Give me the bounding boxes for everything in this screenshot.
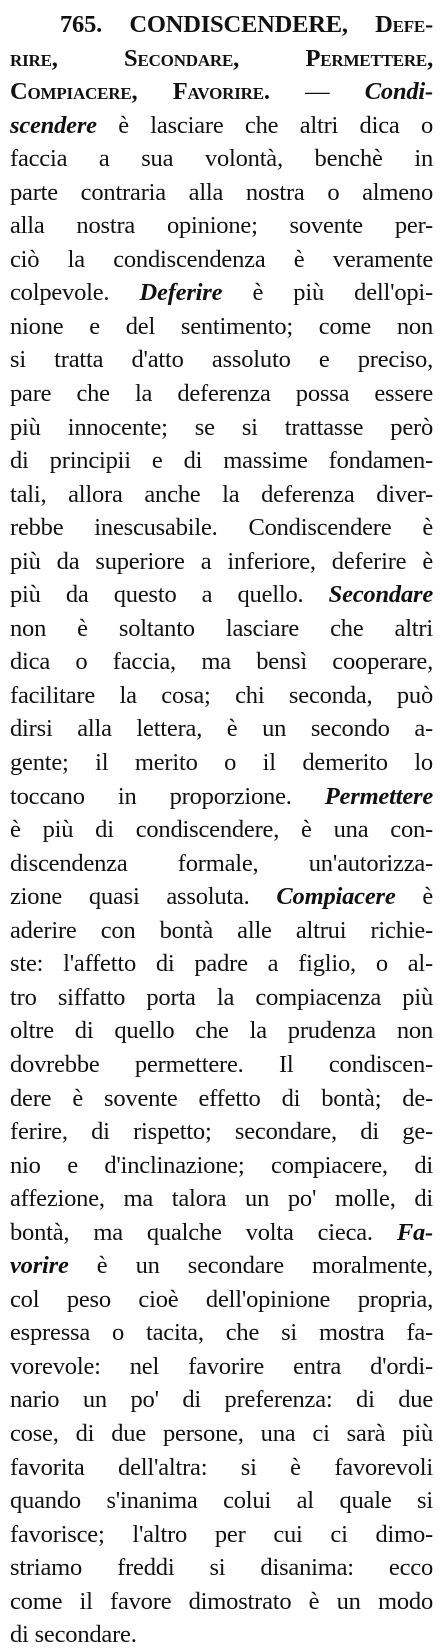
text-run: quando s'inanima colui al quale si bbox=[10, 1487, 433, 1515]
text-line bbox=[10, 377, 433, 411]
text-line bbox=[10, 947, 433, 981]
text-run: affezione, ma talora un po' molle, di bbox=[10, 1185, 433, 1213]
text-run: favorita dell'altra: si è favorevoli bbox=[10, 1453, 433, 1481]
text-line bbox=[10, 679, 433, 713]
text-run: ste: l'affetto di padre a figlio, o al- bbox=[10, 950, 433, 978]
text-line bbox=[10, 780, 433, 814]
text-run: oltre di quello che la prudenza non bbox=[10, 1017, 433, 1045]
text-run: faccia a sua volontà, benchè in bbox=[10, 145, 433, 173]
text-run: cose, di due persone, una ci sarà più bbox=[10, 1419, 433, 1447]
text-run: discendenza formale, un'autorizza- bbox=[10, 849, 433, 877]
emphasized-term: Deferire bbox=[139, 279, 223, 307]
text-line bbox=[10, 612, 433, 646]
text-line bbox=[10, 478, 433, 512]
emphasized-term: Compiacere bbox=[276, 883, 396, 911]
text-line bbox=[10, 1048, 433, 1082]
text-line bbox=[10, 1417, 433, 1451]
text-run: tali, allora anche la deferenza diver- bbox=[10, 480, 433, 508]
text-run: alla nostra opinione; sovente per- bbox=[10, 212, 433, 240]
text-line bbox=[10, 276, 433, 310]
text-line bbox=[10, 1484, 433, 1518]
text-run: dovrebbe permettere. Il condiscen- bbox=[10, 1050, 433, 1078]
text-line bbox=[10, 1383, 433, 1417]
text-run: col peso cioè dell'opinione propria, bbox=[10, 1285, 433, 1313]
text-run: dere è sovente effetto di bontà; de- bbox=[10, 1084, 433, 1112]
text-line bbox=[10, 343, 433, 377]
text-line bbox=[10, 1014, 433, 1048]
text-run: di principii e di massime fondamen- bbox=[10, 447, 433, 475]
text-line bbox=[10, 209, 433, 243]
emphasized-term: Condi- bbox=[364, 78, 433, 106]
text-run: vorevole: nel favorire entra d'ordi- bbox=[10, 1352, 433, 1380]
text-run: rebbe inescusabile. Condiscendere è bbox=[10, 514, 433, 542]
text-run: facilitare la cosa; chi seconda, può bbox=[10, 681, 433, 709]
emphasized-term: scendere bbox=[10, 111, 97, 139]
text-run: si tratta d'atto assoluto e preciso, bbox=[10, 346, 433, 374]
text-run: bontà, ma qualche volta cieca. bbox=[10, 1218, 397, 1246]
text-run: espressa o tacita, che si mostra fa- bbox=[10, 1319, 433, 1347]
text-line bbox=[10, 1082, 433, 1116]
dictionary-entry bbox=[10, 8, 433, 1652]
text-line bbox=[10, 142, 433, 176]
emphasized-term: Secondare bbox=[328, 581, 433, 609]
text-line bbox=[10, 1115, 433, 1149]
text-line bbox=[10, 914, 433, 948]
text-line bbox=[10, 1316, 433, 1350]
text-run: parte contraria alla nostra o almeno bbox=[10, 178, 433, 206]
text-run: nio e d'inclinazione; compiacere, di bbox=[10, 1151, 433, 1179]
text-line bbox=[10, 444, 433, 478]
text-run: come il favore dimostrato è un modo bbox=[10, 1587, 433, 1615]
text-run: dirsi alla lettera, è un secondo a- bbox=[10, 715, 433, 743]
text-run: striamo freddi si disanima: ecco bbox=[10, 1554, 433, 1582]
text-run: è più dell'opi- bbox=[222, 279, 433, 307]
entry-heading: 765. CONDISCENDERE, bbox=[60, 11, 376, 38]
text-line bbox=[10, 1216, 433, 1250]
text-line bbox=[10, 1551, 433, 1585]
text-run: più innocente; se si trattasse però bbox=[10, 413, 433, 441]
text-run: toccano in proporzione. bbox=[10, 782, 325, 810]
text-line bbox=[10, 176, 433, 210]
text-line bbox=[10, 1283, 433, 1317]
text-run: — bbox=[269, 78, 365, 106]
text-run: nario un po' di preferenza: di due bbox=[10, 1386, 433, 1414]
text-run: dica o faccia, ma bensì cooperare, bbox=[10, 648, 433, 676]
text-line bbox=[10, 645, 433, 679]
text-run: zione quasi assoluta. bbox=[10, 883, 277, 911]
text-run: ferire, di rispetto; secondare, di ge- bbox=[10, 1118, 433, 1146]
text-line bbox=[10, 8, 433, 42]
text-line bbox=[10, 1518, 433, 1552]
text-line bbox=[10, 42, 433, 76]
text-run: nione e del sentimento; come non bbox=[10, 312, 433, 340]
entry-heading: Defe- bbox=[375, 11, 433, 38]
text-run: colpevole. bbox=[10, 279, 140, 307]
text-run: aderire con bontà alle altrui richie- bbox=[10, 916, 433, 944]
entry-heading: Compiacere, Favorire. bbox=[10, 78, 270, 106]
text-line bbox=[10, 1585, 433, 1619]
text-line bbox=[10, 310, 433, 344]
text-line bbox=[10, 1249, 433, 1283]
text-line bbox=[10, 545, 433, 579]
text-line bbox=[10, 578, 433, 612]
text-line bbox=[10, 712, 433, 746]
text-run: è più di condiscendere, è una con- bbox=[10, 816, 433, 844]
text-run: pare che la deferenza possa essere bbox=[10, 380, 433, 408]
text-line bbox=[10, 847, 433, 881]
entry-heading: rire, Secondare, Permettere, bbox=[10, 44, 433, 72]
text-line bbox=[10, 1618, 433, 1652]
text-run: è lasciare che altri dica o bbox=[96, 111, 433, 139]
text-line bbox=[10, 1451, 433, 1485]
emphasized-term: Fa- bbox=[396, 1218, 433, 1246]
text-run: tro siffatto porta la compiacenza più bbox=[10, 983, 433, 1011]
text-line bbox=[10, 1182, 433, 1216]
text-run: favorisce; l'altro per cui ci dimo- bbox=[10, 1520, 433, 1548]
text-line bbox=[10, 880, 433, 914]
text-run: gente; il merito o il demerito lo bbox=[10, 749, 433, 777]
text-line bbox=[10, 746, 433, 780]
text-run: di secondare. bbox=[10, 1621, 137, 1649]
text-line bbox=[10, 813, 433, 847]
text-run: è un secondare moralmente, bbox=[68, 1252, 433, 1280]
text-line bbox=[10, 243, 433, 277]
text-line bbox=[10, 1350, 433, 1384]
emphasized-term: vorire bbox=[10, 1252, 69, 1280]
text-run: è bbox=[395, 883, 433, 911]
text-line bbox=[10, 75, 433, 109]
text-line bbox=[10, 411, 433, 445]
text-run: più da superiore a inferiore, deferire è bbox=[10, 547, 433, 575]
text-line bbox=[10, 1149, 433, 1183]
text-line bbox=[10, 109, 433, 143]
text-run: ciò la condiscendenza è veramente bbox=[10, 245, 433, 273]
text-run: più da questo a quello. bbox=[10, 581, 329, 609]
emphasized-term: Permettere bbox=[324, 782, 433, 810]
text-line bbox=[10, 511, 433, 545]
text-run: non è soltanto lasciare che altri bbox=[10, 614, 433, 642]
text-line bbox=[10, 981, 433, 1015]
